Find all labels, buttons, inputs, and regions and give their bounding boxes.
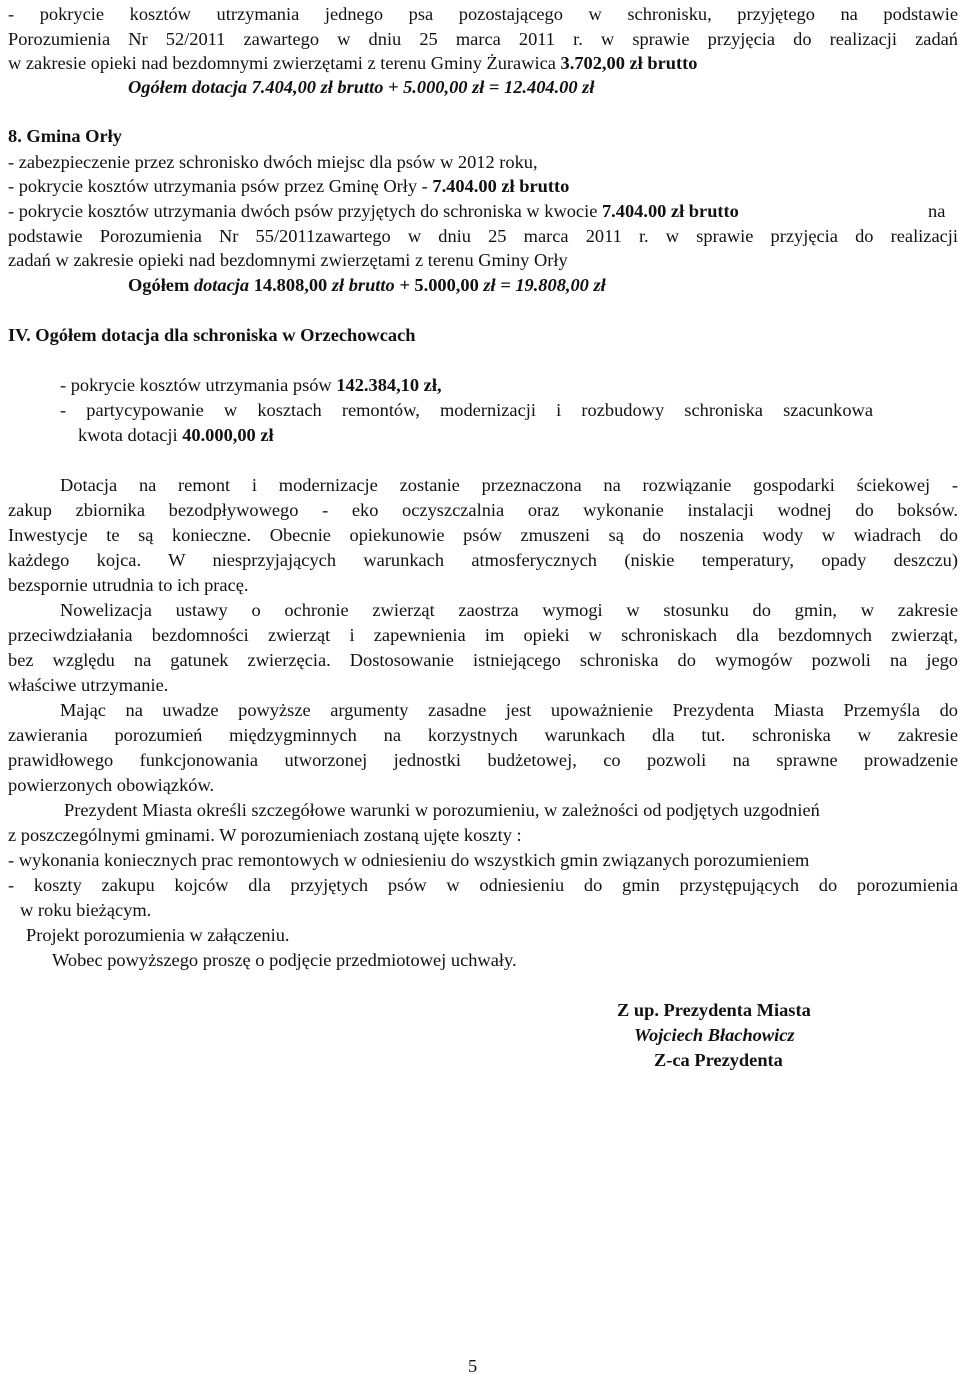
paragraph-4-line-2: z poszczególnymi gminami. W porozumieniach zostaną ujęte koszty :: [8, 825, 522, 845]
section-8-item-1: - zabezpieczenie przez schronisko dwóch miejsc dla psów w 2012 roku,: [8, 152, 538, 172]
paragraph-4-line-4: - koszty zakupu kojców dla przyjętych psów w odniesieniu do gmin przystępujących do porozumienia: [8, 875, 958, 895]
section-8-total-rest: zł = 19.808,00 zł: [478, 275, 606, 295]
section-8-total-amount-1: 14.808,00: [253, 275, 328, 295]
paragraph-1-line-5: bezspornie utrudnia to ich pracę.: [8, 575, 249, 595]
section-8-item-3: [8, 199, 739, 224]
section-8-item-3-line-3: zadań w zakresie opieki nad bezdomnymi zwierzętami z terenu Gminy Orły: [8, 250, 568, 270]
paragraph-4-line-1: Prezydent Miasta określi szczegółowe warunki w porozumieniu, w zależności od podjętych uzgodnień: [64, 800, 820, 820]
section-8-total: [128, 273, 606, 298]
section-iv-item-2-amount: 40.000,00 zł: [182, 425, 274, 445]
paragraph-1-line-2: zakup zbiornika bezodpływowego - eko oczyszczalnia oraz wykonanie instalacji wodnej do boksów.: [8, 500, 958, 520]
paragraph-2-line-3: bez względu na gatunek zwierzęcia. Dostosowanie istniejącego schroniska do wymogów pozwoli na jego: [8, 650, 958, 670]
continuation-line-3: [8, 51, 697, 76]
section-8-heading: 8. Gmina Orły: [8, 126, 122, 146]
section-8-item-2-amount: 7.404.00 zł brutto: [432, 176, 570, 196]
paragraph-3-line-1: Mając na uwadze powyższe argumenty zasadne jest upoważnienie Prezydenta Miasta Przemyśla do: [60, 700, 958, 720]
paragraph-3-line-3: prawidłowego funkcjonowania utworzonej jednostki budżetowej, co pozwoli na sprawne prowadzenie: [8, 750, 958, 770]
paragraph-3-line-4: powierzonych obowiązków.: [8, 775, 215, 795]
paragraph-3-line-2: zawierania porozumień międzygminnych na korzystnych warunkach dla tut. schroniska w zakresie: [8, 725, 958, 745]
section-8-total-dotacja: dotacja: [193, 275, 250, 295]
section-8-total-brutto: zł brutto +: [331, 275, 415, 295]
signature-name: Wojciech Błachowicz: [634, 1025, 795, 1045]
signature-line-1: Z up. Prezydenta Miasta: [617, 1000, 811, 1020]
paragraph-2-line-1: Nowelizacja ustawy o ochronie zwierząt zaostrza wymogi w stosunku do gmin, w zakresie: [60, 600, 958, 620]
section-iv-item-1-amount: 142.384,10 zł,: [336, 375, 442, 395]
continuation-total: Ogółem dotacja 7.404,00 zł brutto + 5.000,00 zł = 12.404.00 zł: [128, 77, 595, 97]
signature-title: Z-ca Prezydenta: [654, 1050, 783, 1070]
section-8-item-3-text: - pokrycie kosztów utrzymania dwóch psów przyjętych do schroniska w kwocie: [8, 201, 602, 221]
section-8-item-3-tail: na: [928, 201, 946, 221]
section-8-item-3-amount: 7.404.00 zł brutto: [601, 201, 739, 221]
section-8-item-2-text: - pokrycie kosztów utrzymania psów przez Gminę Orły -: [8, 176, 433, 196]
section-iv-item-2-line-2-text: kwota dotacji: [78, 425, 183, 445]
paragraph-2-line-4: właściwe utrzymanie.: [8, 675, 169, 695]
paragraph-5: Projekt porozumienia w załączeniu.: [26, 925, 290, 945]
paragraph-6: Wobec powyższego proszę o podjęcie przedmiotowej uchwały.: [52, 950, 517, 970]
paragraph-4-line-3: - wykonania koniecznych prac remontowych w odniesieniu do wszystkich gmin związanych porozumieniem: [8, 850, 810, 870]
continuation-line-3-text: w zakresie opieki nad bezdomnymi zwierzętami z terenu Gminy Żurawica: [8, 53, 561, 73]
section-8-item-2: [8, 174, 569, 199]
page-number: 5: [468, 1356, 478, 1376]
section-8-total-amount-2: 5.000,00: [414, 275, 479, 295]
section-8-item-3-line-2: podstawie Porozumienia Nr 55/2011zawartego w dniu 25 marca 2011 r. w sprawie przyjęcia do realizacji: [8, 226, 958, 246]
section-iv-item-2: - partycypowanie w kosztach remontów, modernizacji i rozbudowy schroniska szacunkowa: [60, 400, 873, 420]
continuation-line-1: - pokrycie kosztów utrzymania jednego psa pozostającego w schronisku, przyjętego na podstawie: [8, 4, 958, 24]
continuation-amount: 3.702,00 zł brutto: [560, 53, 698, 73]
section-iv-item-1: [60, 373, 442, 398]
section-iv-item-2-line-2: [78, 423, 274, 448]
paragraph-1-line-4: każdego kojca. W niesprzyjających warunkach atmosferycznych (niskie temperatury, opady deszczu): [8, 550, 958, 570]
section-iv-heading: IV. Ogółem dotacja dla schroniska w Orzechowcach: [8, 325, 416, 345]
paragraph-2-line-2: przeciwdziałania bezdomności zwierząt i zapewnienia im opieki w schroniskach dla bezdomnych zwierząt,: [8, 625, 958, 645]
section-8-total-label: Ogółem: [128, 275, 190, 295]
paragraph-1-line-1: Dotacja na remont i modernizacje zostanie przeznaczona na rozwiązanie gospodarki ściekowej -: [60, 475, 958, 495]
paragraph-1-line-3: Inwestycje te są konieczne. Obecnie opiekunowie psów zmuszeni są do noszenia wody w wiadrach do: [8, 525, 958, 545]
paragraph-4-line-5: w roku bieżącym.: [20, 900, 152, 920]
continuation-line-2: Porozumienia Nr 52/2011 zawartego w dniu 25 marca 2011 r. w sprawie przyjęcia do realizacji zadań: [8, 29, 958, 49]
section-iv-item-1-text: - pokrycie kosztów utrzymania psów: [60, 375, 337, 395]
